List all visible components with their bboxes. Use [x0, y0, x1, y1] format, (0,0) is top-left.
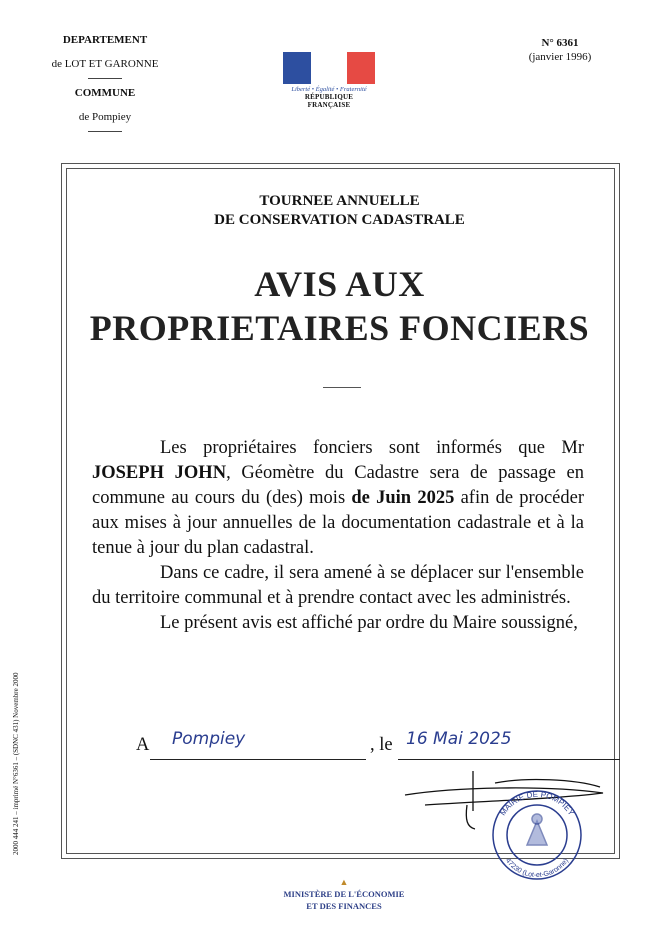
department-label: DEPARTEMENT — [62, 34, 148, 46]
divider — [88, 78, 122, 79]
notice-heading — [66, 192, 613, 230]
paragraph-2: Dans ce cadre, il sera amené à se déplacer sur l'ensemble du territoire communal et à prendre contact avec les administrés. — [92, 563, 584, 608]
form-reference — [505, 36, 615, 64]
date-prefix: , le — [370, 735, 393, 755]
divider — [88, 131, 122, 132]
place-prefix: A — [136, 735, 150, 755]
ministry-footer — [220, 876, 468, 912]
notice-title — [66, 262, 613, 350]
paragraph-1 — [92, 436, 584, 561]
paragraph-1-start: Les propriétaires fonciers sont informés que Mr — [160, 438, 584, 458]
month-period: de Juin 2025 — [351, 488, 455, 508]
place-field — [150, 729, 366, 760]
mayor-signature-and-stamp — [395, 765, 610, 885]
marianne-logo — [283, 52, 375, 109]
department-name: de LOT ET GARONNE — [51, 58, 159, 70]
republic-motto: Liberté • Égalité • Fraternité — [291, 86, 367, 93]
ministry-line-1: MINISTÈRE DE L'ÉCONOMIE — [283, 889, 405, 899]
notice-body — [92, 436, 584, 636]
republic-name: RÉPUBLIQUE FRANÇAISE — [304, 93, 354, 109]
title-line-1: AVIS AUX — [254, 264, 425, 304]
stamp-text-top: MAIRIE DE POMPIEY — [498, 789, 576, 818]
form-number: N° 6361 — [541, 37, 579, 49]
form-date: (janvier 1996) — [528, 51, 592, 63]
tricolor-flag-icon — [283, 52, 375, 84]
paragraph-1-end: afin de procéder aux mises à jour annuelles de la documentation cadastrale et à la tenue à jour du plan cadastral. — [92, 488, 584, 558]
surveyor-name: JOSEPH JOHN — [92, 463, 227, 483]
title-line-2: PROPRIETAIRES FONCIERS — [89, 308, 590, 348]
heading-line-2: DE CONSERVATION CADASTRALE — [214, 212, 465, 228]
date-field — [398, 729, 620, 760]
ministry-line-2: ET DES FINANCES — [306, 901, 382, 911]
place-date-row — [136, 729, 606, 765]
title-separator — [323, 387, 361, 388]
stamp-text-bottom: 47230 (Lot-et-Garonne) — [503, 857, 571, 880]
commune-name: de Pompiey — [78, 111, 132, 123]
heading-line-1: TOURNEE ANNUELLE — [259, 193, 420, 209]
date-handwritten: 16 Mai 2025 — [406, 729, 512, 749]
place-handwritten: Pompiey — [172, 729, 246, 749]
print-reference-vertical: 2000 444 241 – imprimé N°6361 – (SDNC 431) Novembre 2000 — [12, 672, 20, 855]
commune-label: COMMUNE — [74, 87, 136, 99]
ministry-emblem-icon: ▲ — [339, 877, 349, 887]
signature-scribble — [405, 771, 603, 829]
paragraph-1-middle: , Géomètre du Cadastre sera de passage en commune au cours du (des) mois — [92, 463, 584, 508]
header-administrative-block — [30, 34, 180, 140]
paragraph-3: Le présent avis est affiché par ordre du Maire soussigné, — [160, 613, 578, 633]
